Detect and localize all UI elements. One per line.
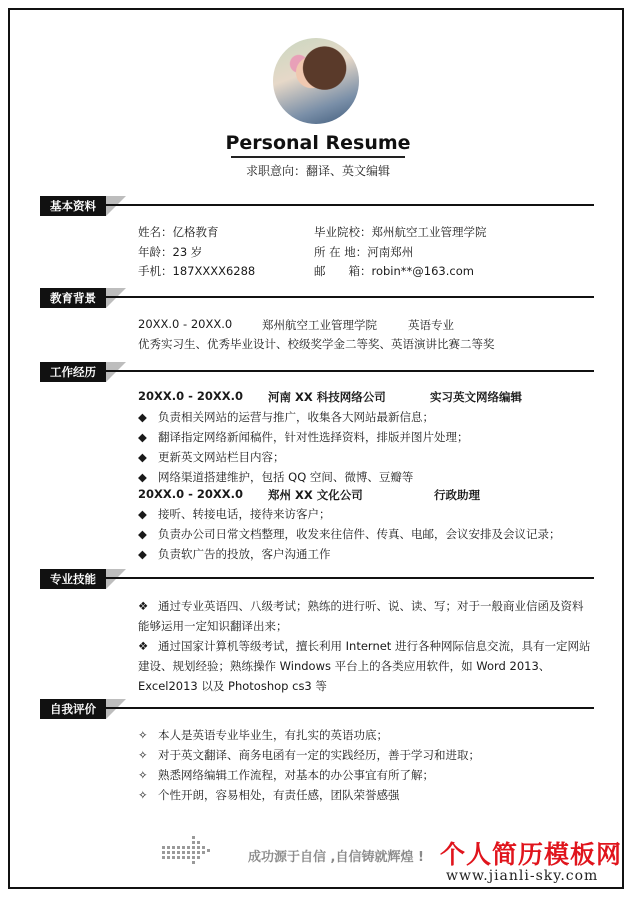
- diamond-bullet-icon: ◆: [138, 410, 147, 424]
- list-item: ◆ 接听、转接电话，接待来访客户；: [138, 504, 592, 524]
- sparkle-bullet-icon: ✧: [138, 768, 148, 782]
- sparkle-bullet-icon: ✧: [138, 728, 148, 742]
- star-bullet-icon: ❖: [138, 639, 149, 653]
- job-period: 20XX.0 - 20XX.0: [138, 389, 243, 403]
- sparkle-bullet-icon: ✧: [138, 788, 148, 802]
- section-tag-shadow: [106, 288, 126, 308]
- title-underline: [231, 156, 405, 158]
- list-item: ✧ 熟悉网络编辑工作流程，对基本的办公事宜有所了解；: [138, 765, 592, 785]
- list-item: ✧ 本人是英语专业毕业生，有扎实的英语功底；: [138, 725, 592, 745]
- field-school: 毕业院校：郑州航空工业管理学院: [314, 225, 487, 239]
- education-honors: 优秀实习生、优秀毕业设计、校级奖学金二等奖、英语演讲比赛二等奖: [138, 337, 495, 351]
- field-phone: 手机：187XXXX6288: [138, 264, 256, 278]
- education-period: 20XX.0 - 20XX.0: [138, 317, 233, 331]
- list-item: ◆ 翻译指定网络新闻稿件，针对性选择资料，排版并图片处理；: [138, 427, 592, 447]
- list-item: ◆ 负责软广告的投放，客户沟通工作: [138, 544, 592, 564]
- sparkle-bullet-icon: ✧: [138, 748, 148, 762]
- section-tag-self: 自我评价: [40, 699, 106, 719]
- footer-motto: 成功源于自信 ,自信铸就辉煌 !: [248, 850, 424, 865]
- section-divider: [106, 707, 594, 709]
- job-role: 行政助理: [434, 488, 480, 502]
- job-company: 郑州 XX 文化公司: [268, 488, 363, 502]
- diamond-bullet-icon: ◆: [138, 430, 147, 444]
- skills-list: [138, 596, 592, 696]
- list-item: ✧ 个性开朗，容易相处，有责任感，团队荣誉感强: [138, 785, 592, 805]
- diamond-bullet-icon: ◆: [138, 547, 147, 561]
- list-item: ◆ 更新英文网站栏目内容；: [138, 447, 592, 467]
- brand-logo-text: 个人简历模板网: [440, 840, 623, 869]
- job-duties: [138, 504, 592, 564]
- section-tag-shadow: [106, 699, 126, 719]
- field-location: 所 在 地：河南郑州: [314, 245, 414, 259]
- field-age: 年龄：23 岁: [138, 245, 203, 259]
- job-period: 20XX.0 - 20XX.0: [138, 487, 243, 501]
- list-item: ❖ 通过专业英语四、八级考试；熟练的进行听、说、读、写；对于一般商业信函及资料能够运用一定知识翻译出来；: [138, 596, 592, 636]
- list-item: ◆ 网络渠道搭建维护，包括 QQ 空间、微博、豆瓣等: [138, 467, 592, 487]
- brand-url: www.jianli-sky.com: [446, 868, 599, 884]
- diamond-bullet-icon: ◆: [138, 527, 147, 541]
- diamond-bullet-icon: ◆: [138, 507, 147, 521]
- resume-title: Personal Resume: [225, 132, 411, 154]
- section-tag-basic: 基本资料: [40, 196, 106, 216]
- section-divider: [106, 204, 594, 206]
- self-evaluation-list: [138, 725, 592, 805]
- section-tag-shadow: [106, 196, 126, 216]
- list-item: ❖ 通过国家计算机等级考试，擅长利用 Internet 进行各种网际信息交流，具有一定网站建设、规划经验；熟练操作 Windows 平台上的各类应用软件，如 Word 2013、Excel2013 以及 Photoshop cs3 等: [138, 636, 592, 696]
- section-tag-shadow: [106, 362, 126, 382]
- education-major: 英语专业: [408, 318, 454, 332]
- field-email: 邮 箱：robin**@163.com: [314, 264, 474, 278]
- section-tag-skills: 专业技能: [40, 569, 106, 589]
- profile-photo: [273, 38, 359, 124]
- dot-arrow-icon: [162, 834, 216, 868]
- section-divider: [106, 296, 594, 298]
- list-item: ◆ 负责办公司日常文档整理，收发来往信件、传真、电邮，会议安排及会议记录；: [138, 524, 592, 544]
- job-duties: [138, 407, 592, 487]
- list-item: ◆ 负责相关网站的运营与推广，收集各大网站最新信息；: [138, 407, 592, 427]
- section-tag-education: 教育背景: [40, 288, 106, 308]
- job-company: 河南 XX 科技网络公司: [268, 390, 386, 404]
- job-objective: 求职意向：翻译、英文编辑: [245, 164, 390, 178]
- job-role: 实习英文网络编辑: [430, 390, 522, 404]
- diamond-bullet-icon: ◆: [138, 470, 147, 484]
- section-tag-shadow: [106, 569, 126, 589]
- section-tag-work: 工作经历: [40, 362, 106, 382]
- section-divider: [106, 370, 594, 372]
- list-item: ✧ 对于英文翻译、商务电函有一定的实践经历，善于学习和进取；: [138, 745, 592, 765]
- section-divider: [106, 577, 594, 579]
- diamond-bullet-icon: ◆: [138, 450, 147, 464]
- education-school: 郑州航空工业管理学院: [262, 318, 377, 332]
- field-name: 姓名：亿格教育: [138, 225, 219, 239]
- star-bullet-icon: ❖: [138, 599, 149, 613]
